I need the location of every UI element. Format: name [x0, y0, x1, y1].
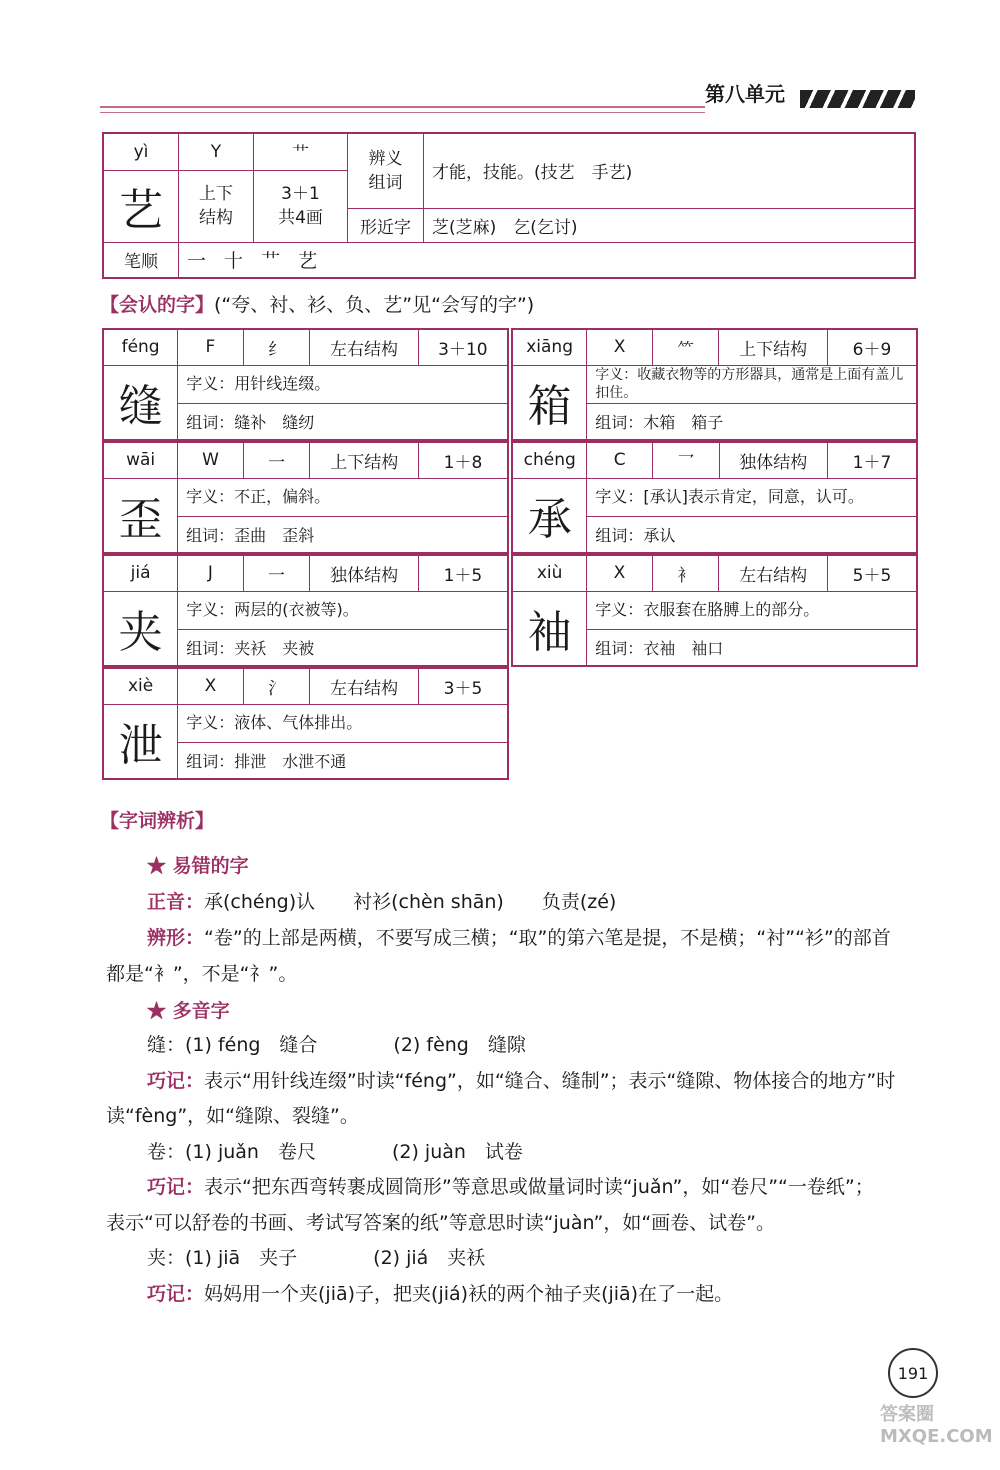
char-letter: F	[178, 329, 243, 365]
char-glyph: 承	[512, 478, 587, 553]
header-decoration	[800, 90, 915, 108]
zhengyin-line: 正音：承(chéng)认 衬衫(chèn shān) 负责(zé)	[147, 891, 617, 913]
char-glyph: 袖	[512, 591, 587, 666]
bianxing-line-2: 都是“衤”，不是“礻”。	[106, 963, 298, 985]
pinyin-cell: yì	[103, 133, 179, 170]
char-glyph: 歪	[103, 478, 178, 553]
xingjin-label: 形近字	[348, 208, 424, 242]
char-pinyin: xiè	[103, 668, 178, 704]
char-structure: 左右结构	[310, 329, 418, 365]
char-radical: 乛	[652, 442, 719, 478]
char-structure: 左右结构	[310, 668, 419, 704]
char-zuci: 组词：歪曲 歪斜	[178, 516, 508, 553]
char-strokes: 1＋7	[827, 442, 917, 478]
feng-tip-2: 读“fèng”，如“缝隙、裂缝”。	[106, 1105, 359, 1127]
juan-tip: 巧记：表示“把东西弯转裹成圆筒形”等意思或做量词时读“juǎn”，如“卷尺”“一卷纸”；	[147, 1176, 874, 1198]
xingjin-text: 芝(芝麻) 乞(乞讨)	[424, 208, 916, 242]
yicuo-heading: ★ 易错的字	[147, 855, 249, 877]
char-ziyi: 字义：两层的(衣被等)。	[178, 591, 508, 629]
char-card	[511, 328, 918, 441]
char-strokes: 3＋10	[418, 329, 508, 365]
bianyi-label: 辨义 组词	[348, 133, 424, 208]
juan-line: 卷：(1) juǎn 卷尺 (2) juàn 试卷	[147, 1141, 523, 1163]
char-structure: 独体结构	[719, 442, 827, 478]
char-ziyi: 字义：衣服套在胳膊上的部分。	[587, 591, 917, 629]
char-letter: X	[178, 668, 244, 704]
char-radical: 衤	[652, 555, 719, 591]
jia-line: 夹：(1) jiā 夹子 (2) jiá 夹袄	[147, 1247, 486, 1269]
section-renzi-title: 【会认的字】	[100, 294, 215, 316]
juan-tip-2: 表示“可以舒卷的书画、考试写答案的纸”等意思时读“juàn”，如“画卷、试卷”。	[106, 1212, 776, 1234]
char-zuci: 组词：衣袖 袖口	[587, 629, 917, 666]
char-zuci: 组词：缝补 缝纫	[178, 403, 508, 440]
char-letter: X	[587, 329, 653, 365]
char-ziyi: 字义：[承认]表示肯定，同意，认可。	[587, 478, 917, 516]
jia-tip: 巧记：妈妈用一个夹(jiā)子，把夹(jiá)袄的两个袖子夹(jiā)在了一起。	[147, 1283, 734, 1305]
watermark: 答案圈 MXQE.COM	[880, 1404, 993, 1447]
char-card	[102, 328, 509, 441]
char-radical: 纟	[243, 329, 310, 365]
header-rule-thin	[100, 112, 705, 113]
char-radical: ⺮	[652, 329, 719, 365]
char-glyph: 泄	[103, 704, 178, 779]
char-pinyin: xiù	[512, 555, 587, 591]
char-glyph: 箱	[512, 365, 587, 440]
bianxing-line: 辨形：“卷”的上部是两横，不要写成三横；“取”的第六笔是提，不是横；“衬”“衫”的部首	[147, 927, 891, 949]
char-letter: W	[178, 442, 244, 478]
char-letter: C	[587, 442, 653, 478]
char-strokes: 1＋8	[418, 442, 508, 478]
char-pinyin: wāi	[103, 442, 178, 478]
bishun-text: 一 十 艹 艺	[179, 242, 916, 278]
char-strokes: 1＋5	[418, 555, 508, 591]
char-card	[511, 554, 918, 667]
char-strokes: 3＋5	[418, 668, 508, 704]
char-card	[102, 441, 509, 554]
char-radical: 一	[243, 442, 310, 478]
char-letter: J	[178, 555, 243, 591]
char-card	[102, 667, 509, 780]
char-structure: 左右结构	[719, 555, 828, 591]
char-structure: 独体结构	[310, 555, 419, 591]
char-ziyi: 字义：用针线连缀。	[178, 365, 508, 403]
char-ziyi: 字义：液体、气体排出。	[178, 704, 508, 742]
section-bianxi	[100, 806, 214, 833]
char-strokes: 6＋9	[827, 329, 917, 365]
char-glyph: 夹	[103, 591, 178, 666]
page-number: 191	[888, 1348, 938, 1398]
char-structure: 上下结构	[719, 329, 827, 365]
char-pinyin: féng	[103, 329, 178, 365]
yi-char: 艺	[103, 170, 179, 242]
char-radical: 一	[243, 555, 310, 591]
char-structure: 上下结构	[310, 442, 418, 478]
section-renzi	[100, 290, 534, 317]
char-ziyi: 字义：不正，偏斜。	[178, 478, 508, 516]
section-bianxi-title: 【字词辨析】	[100, 810, 215, 832]
bianyi-text: 才能，技能。(技艺 手艺)	[424, 133, 916, 208]
header-rule	[100, 106, 705, 108]
char-glyph: 缝	[103, 365, 178, 440]
char-zuci: 组词：夹袄 夹被	[178, 629, 508, 666]
structure-cell: 上下 结构	[179, 170, 254, 242]
char-pinyin: chéng	[512, 442, 587, 478]
feng-line: 缝：(1) féng 缝合 (2) fèng 缝隙	[147, 1034, 526, 1056]
char-radical: 氵	[243, 668, 310, 704]
section-renzi-note: (“夸、衬、衫、负、艺”见“会写的字”)	[214, 294, 535, 316]
strokes-cell: 3＋1 共4画	[254, 170, 348, 242]
char-strokes: 5＋5	[827, 555, 917, 591]
char-card	[511, 441, 918, 554]
char-card	[102, 554, 509, 667]
char-zuci: 组词：排泄 水泄不通	[178, 742, 508, 779]
bishun-label: 笔顺	[103, 242, 179, 278]
letter-cell: Y	[179, 133, 254, 170]
char-zuci: 组词：承认	[587, 516, 917, 553]
unit-title: 第八单元	[705, 82, 785, 106]
char-letter: X	[587, 555, 653, 591]
char-zuci: 组词：木箱 箱子	[587, 403, 917, 440]
yi-char-table	[102, 132, 916, 279]
char-pinyin: jiá	[103, 555, 178, 591]
radical-cell: 艹	[254, 133, 348, 170]
char-pinyin: xiāng	[512, 329, 587, 365]
feng-tip: 巧记：表示“用针线连缀”时读“féng”，如“缝合、缝制”；表示“缝隙、物体接合的地方”时	[147, 1070, 896, 1092]
char-ziyi: 字义：收藏衣物等的方形器具，通常是上面有盖儿扣住。	[587, 365, 917, 403]
duoyin-heading: ★ 多音字	[147, 1000, 230, 1022]
